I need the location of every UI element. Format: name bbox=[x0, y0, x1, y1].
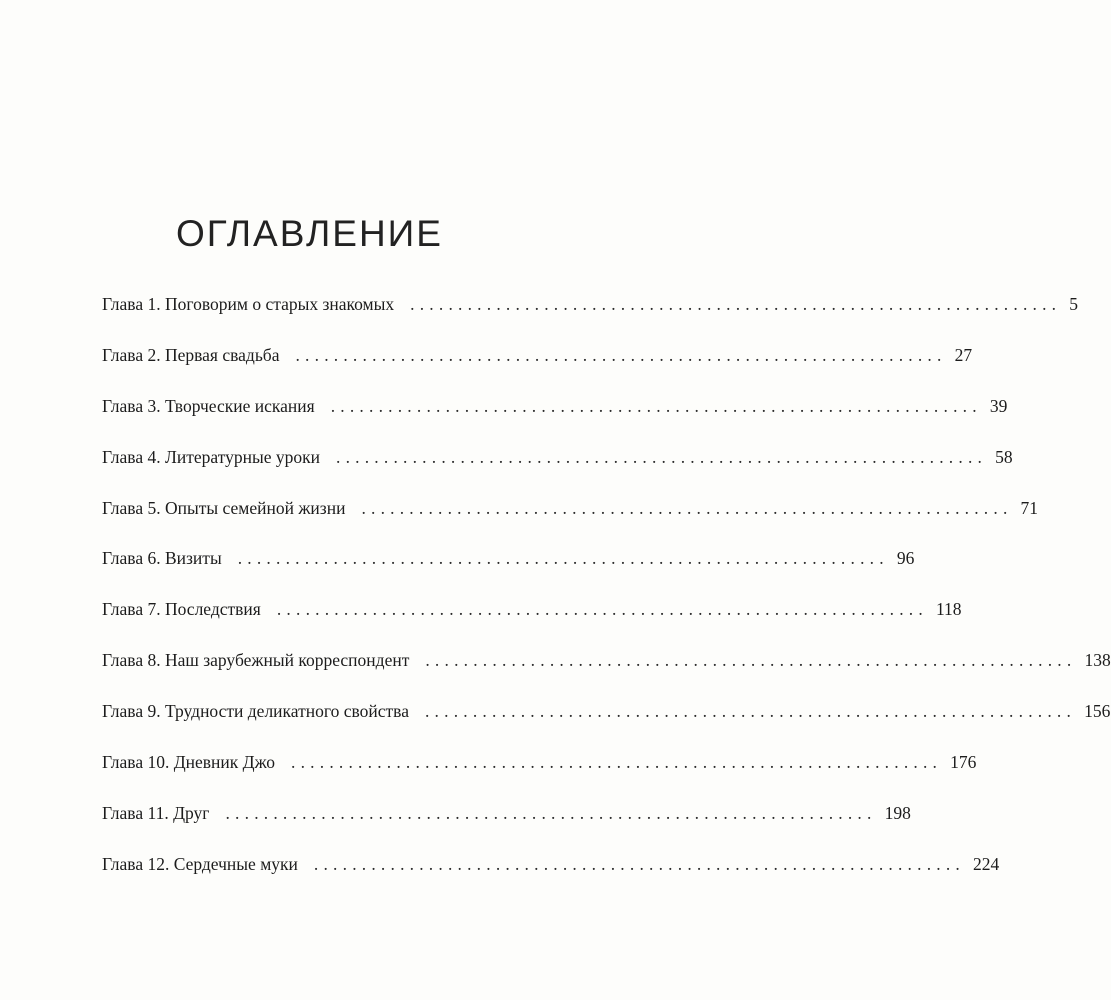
toc-dot-leader: .................................................................... bbox=[225, 802, 877, 823]
toc-page-number: 39 bbox=[989, 395, 1008, 416]
toc-page-number: 176 bbox=[950, 752, 977, 773]
toc-entry bbox=[102, 752, 977, 803]
toc-entry-title: Глава 1. Поговорим о старых знакомых bbox=[102, 294, 395, 314]
toc-page-number: 58 bbox=[995, 446, 1013, 467]
toc-entry bbox=[102, 446, 1013, 498]
toc-dot-leader: .................................................................... bbox=[291, 752, 943, 773]
toc-dot-leader: .................................................................... bbox=[361, 497, 1013, 518]
toc-dot-leader: .................................................................... bbox=[313, 853, 966, 874]
toc-entry bbox=[102, 294, 1078, 345]
toc-entry-title: Глава 4. Литературные уроки bbox=[102, 446, 320, 467]
toc-entry bbox=[102, 599, 962, 650]
toc-dot-leader: .................................................................... bbox=[410, 294, 1062, 314]
toc-entry-title: Глава 8. Наш зарубежный корреспондент bbox=[102, 650, 410, 671]
toc-page-number: 27 bbox=[954, 344, 973, 365]
toc-dot-leader: .................................................................... bbox=[237, 548, 889, 569]
toc-entry-title: Глава 7. Последствия bbox=[102, 599, 261, 620]
table-of-contents bbox=[102, 294, 1111, 905]
toc-entry-title: Глава 12. Сердечные муки bbox=[102, 853, 298, 874]
toc-entry-title: Глава 9. Трудности деликатного свойства bbox=[102, 701, 409, 722]
toc-entry-title: Глава 5. Опыты семейной жизни bbox=[102, 497, 346, 518]
toc-page-number: 198 bbox=[884, 802, 911, 823]
toc-entry-title: Глава 11. Друг bbox=[102, 802, 210, 823]
toc-page-number: 224 bbox=[973, 853, 1000, 874]
toc-entry-title: Глава 2. Первая свадьба bbox=[102, 344, 280, 365]
toc-dot-leader: .................................................................... bbox=[425, 650, 1077, 671]
toc-entry bbox=[102, 497, 1039, 549]
toc-entry bbox=[102, 650, 1111, 701]
toc-dot-leader: .................................................................... bbox=[336, 446, 988, 467]
toc-dot-leader: .................................................................... bbox=[276, 599, 928, 620]
toc-page-number: 5 bbox=[1069, 294, 1078, 314]
toc-page-number: 118 bbox=[935, 599, 962, 620]
toc-entry-title: Глава 6. Визиты bbox=[102, 548, 222, 569]
toc-entry bbox=[102, 395, 1008, 447]
toc-entry bbox=[102, 344, 973, 396]
toc-dot-leader: .................................................................... bbox=[330, 395, 982, 416]
toc-entry-title: Глава 10. Дневник Джо bbox=[102, 752, 276, 773]
toc-entry-title: Глава 3. Творческие искания bbox=[102, 395, 315, 416]
toc-page-number: 71 bbox=[1020, 497, 1039, 518]
toc-entry bbox=[102, 802, 911, 854]
page-title: ОГЛАВЛЕНИЕ bbox=[176, 212, 443, 254]
toc-entry bbox=[102, 548, 915, 599]
toc-dot-leader: .................................................................... bbox=[424, 701, 1077, 722]
toc-page-number: 138 bbox=[1084, 650, 1111, 671]
toc-page-number: 96 bbox=[896, 548, 915, 569]
toc-entry bbox=[102, 853, 1000, 905]
toc-entry bbox=[102, 701, 1111, 752]
toc-page-number: 156 bbox=[1084, 701, 1111, 722]
toc-dot-leader: .................................................................... bbox=[295, 344, 947, 365]
